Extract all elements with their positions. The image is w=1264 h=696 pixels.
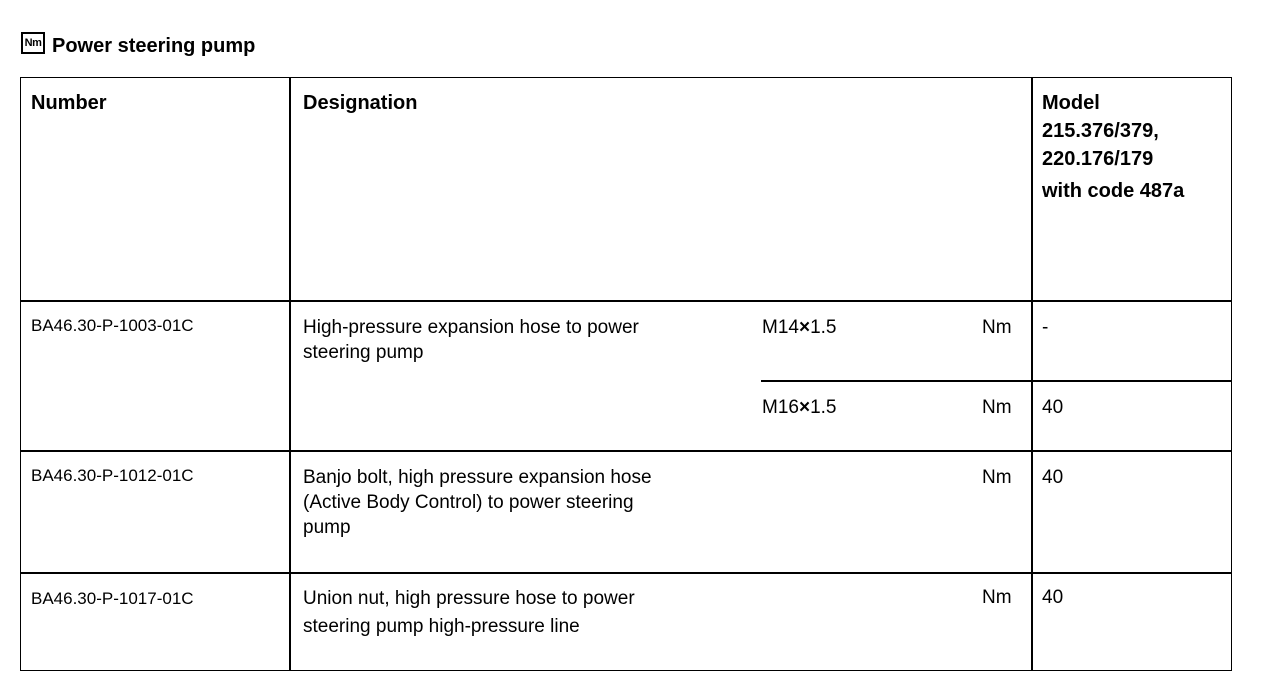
- row-2-value: 40: [1042, 467, 1064, 488]
- row-divider-1: [21, 450, 1231, 452]
- section-title: Power steering pump: [52, 34, 256, 57]
- thread-times: ×: [798, 397, 811, 418]
- row-3-number: BA46.30-P-1017-01C: [31, 589, 194, 608]
- row-3-designation-line: steering pump high-pressure line: [303, 616, 580, 637]
- subrow-divider: [761, 380, 1231, 382]
- row-1-unit-1: Nm: [982, 317, 1012, 338]
- row-2-number: BA46.30-P-1012-01C: [31, 466, 194, 485]
- row-1-number: BA46.30-P-1003-01C: [31, 316, 194, 335]
- torque-table: [20, 77, 1232, 671]
- column-divider-model: [1031, 78, 1033, 670]
- thread-size: M16: [762, 397, 799, 418]
- row-2-designation-line: pump: [303, 517, 351, 538]
- row-3-designation-line: Union nut, high pressure hose to power: [303, 588, 635, 609]
- row-2-designation-line: Banjo bolt, high pressure expansion hose: [303, 467, 652, 488]
- torque-nm-icon: Nm: [21, 32, 45, 54]
- header-designation: Designation: [303, 92, 418, 114]
- row-1-thread-1: [762, 315, 837, 340]
- thread-times: ×: [798, 317, 811, 338]
- thread-size: M14: [762, 317, 799, 338]
- header-number: Number: [31, 92, 107, 114]
- row-1-designation: [303, 315, 639, 365]
- row-1-designation-line: steering pump: [303, 342, 424, 363]
- row-divider-2: [21, 572, 1231, 574]
- row-3-unit: Nm: [982, 587, 1012, 608]
- row-3-value: 40: [1042, 587, 1064, 608]
- section-heading: [21, 33, 255, 59]
- row-1-value-2: 40: [1042, 397, 1064, 418]
- thread-pitch: 1.5: [810, 397, 837, 418]
- row-1-thread-2: [762, 395, 837, 420]
- header-model: [1042, 89, 1184, 205]
- thread-pitch: 1.5: [810, 317, 837, 338]
- column-divider-number: [289, 78, 291, 670]
- row-1-unit-2: Nm: [982, 397, 1012, 418]
- row-1-designation-line: High-pressure expansion hose to power: [303, 317, 639, 338]
- row-2-designation-line: (Active Body Control) to power steering: [303, 492, 634, 513]
- row-3-designation: [303, 585, 635, 641]
- header-model-line: with code 487a: [1042, 180, 1185, 202]
- row-2-unit: Nm: [982, 467, 1012, 488]
- header-model-line: 215.376/379,: [1042, 120, 1159, 142]
- row-divider-header: [21, 300, 1231, 302]
- row-2-designation: [303, 465, 652, 540]
- header-model-line: 220.176/179: [1042, 148, 1154, 170]
- header-model-line: Model: [1042, 92, 1100, 114]
- row-1-value-1: -: [1042, 317, 1049, 338]
